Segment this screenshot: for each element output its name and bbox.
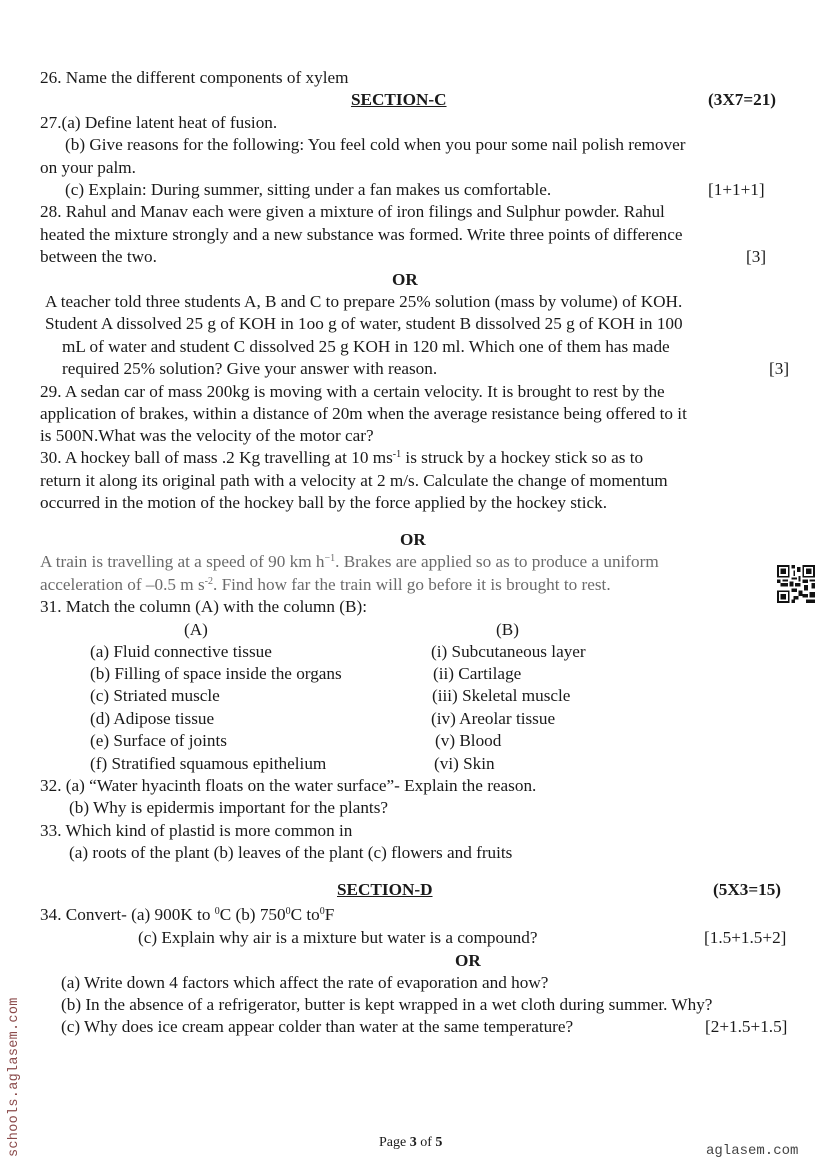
- section-c-title: SECTION-C: [351, 90, 447, 109]
- question-34-marks: [1.5+1.5+2]: [704, 928, 787, 947]
- column-a-item: (b) Filling of space inside the organs: [90, 664, 342, 683]
- qr-code-icon[interactable]: [777, 565, 815, 603]
- page-number: Page 3 of 5: [379, 1135, 443, 1150]
- question-28-alt-line3: mL of water and student C dissolved 25 g KOH in 120 ml. Which one of them has made: [62, 337, 670, 356]
- question-30-line3: occurred in the motion of the hockey ball by the force applied by the hockey stick.: [40, 493, 608, 512]
- question-34c: (c) Explain why air is a mixture but water is a compound?: [138, 928, 538, 947]
- column-a-item: (d) Adipose tissue: [90, 709, 215, 728]
- question-34: 34. Convert- (a) 900K to $^0$C (b) $750^0C$ $to^0F$: [40, 905, 335, 924]
- column-a-item: (c) Striated muscle: [90, 686, 220, 705]
- column-a-item: (a) Fluid connective tissue: [90, 642, 272, 661]
- question-27-marks: [1+1+1]: [708, 180, 765, 199]
- section-d-marks: (5X3=15): [713, 880, 782, 899]
- question-27c: (c) Explain: During summer, sitting under a fan makes us comfortable.: [65, 180, 552, 199]
- column-b-header: (B): [496, 620, 519, 639]
- question-30-alt-line2: acceleration of –0.5 m $s^{-2}$. Find how far the train will go before it is brought to rest.: [40, 575, 611, 594]
- question-28-alt-marks: [3]: [769, 359, 790, 378]
- question-34-alt-b: (b) In the absence of a refrigerator, butter is kept wrapped in a wet cloth during summer. Why?: [61, 995, 713, 1014]
- or-divider: OR: [455, 951, 481, 970]
- question-27b-cont: on your palm.: [40, 158, 136, 177]
- column-b-item: (v) Blood: [435, 731, 502, 750]
- question-28-alt: A teacher told three students A, B and C to prepare 25% solution (mass by volume) of KOH.: [45, 292, 683, 311]
- section-c-marks: (3X7=21): [708, 90, 777, 109]
- column-b-item: (vi) Skin: [434, 754, 495, 773]
- question-26: 26. Name the different components of xylem: [40, 68, 349, 87]
- question-29-line3: is 500N.What was the velocity of the motor car?: [40, 426, 374, 445]
- question-27a: 27.(a) Define latent heat of fusion.: [40, 113, 278, 132]
- question-33-options: (a) roots of the plant (b) leaves of the plant (c) flowers and fruits: [69, 843, 513, 862]
- question-30-line2: return it along its original path with a velocity at 2 m/s. Calculate the change of momentum: [40, 471, 668, 490]
- question-29-line2: application of brakes, within a distance of 20m when the average resistance being offered to it: [40, 404, 687, 423]
- question-34-alt-a: (a) Write down 4 factors which affect the rate of evaporation and how?: [61, 973, 549, 992]
- question-31: 31. Match the column (A) with the column (B):: [40, 597, 367, 616]
- question-28-line2: heated the mixture strongly and a new substance was formed. Write three points of difference: [40, 225, 683, 244]
- column-a-item: (e) Surface of joints: [90, 731, 227, 750]
- question-32b: (b) Why is epidermis important for the plants?: [69, 798, 389, 817]
- or-divider: OR: [400, 530, 426, 549]
- question-28-alt-line2: Student A dissolved 25 g of KOH in 1oo g of water, student B dissolved 25 g of KOH in 100: [45, 314, 683, 333]
- column-b-item: (iii) Skeletal muscle: [432, 686, 571, 705]
- column-b-item: (ii) Cartilage: [433, 664, 522, 683]
- question-29: 29. A sedan car of mass 200kg is moving with a certain velocity. It is brought to rest by the: [40, 382, 665, 401]
- column-a-item: (f) Stratified squamous epithelium: [90, 754, 327, 773]
- question-28-line3: between the two.: [40, 247, 157, 266]
- question-30: 30. A hockey ball of mass .2 Kg travelling at 10 $ms^{-1}$ is struck by a hockey stick so as to: [40, 448, 644, 467]
- question-33: 33. Which kind of plastid is more common in: [40, 821, 353, 840]
- column-a-header: (A): [184, 620, 208, 639]
- section-d-title: SECTION-D: [337, 880, 433, 899]
- column-b-item: (iv) Areolar tissue: [431, 709, 556, 728]
- question-34-alt-c: (c) Why does ice cream appear colder than water at the same temperature?: [61, 1017, 574, 1036]
- or-divider: OR: [392, 270, 418, 289]
- question-28-marks: [3]: [746, 247, 767, 266]
- question-28: 28. Rahul and Manav each were given a mixture of iron filings and Sulphur powder. Rahul: [40, 202, 665, 221]
- question-30-alt: A train is travelling at a speed of 90 km $h^{-1}$. Brakes are applied so as to produce a uniform: [40, 552, 659, 571]
- question-32a: 32. (a) “Water hyacinth floats on the water surface”- Explain the reason.: [40, 776, 537, 795]
- question-28-alt-line4: required 25% solution? Give your answer with reason.: [62, 359, 438, 378]
- question-34-alt-marks: [2+1.5+1.5]: [705, 1017, 788, 1036]
- column-b-item: (i) Subcutaneous layer: [431, 642, 586, 661]
- side-watermark: schools.aglasem.com: [7, 997, 22, 1157]
- question-27b: (b) Give reasons for the following: You feel cold when you pour some nail polish remover: [65, 135, 686, 154]
- footer-watermark: aglasem.com: [706, 1143, 799, 1159]
